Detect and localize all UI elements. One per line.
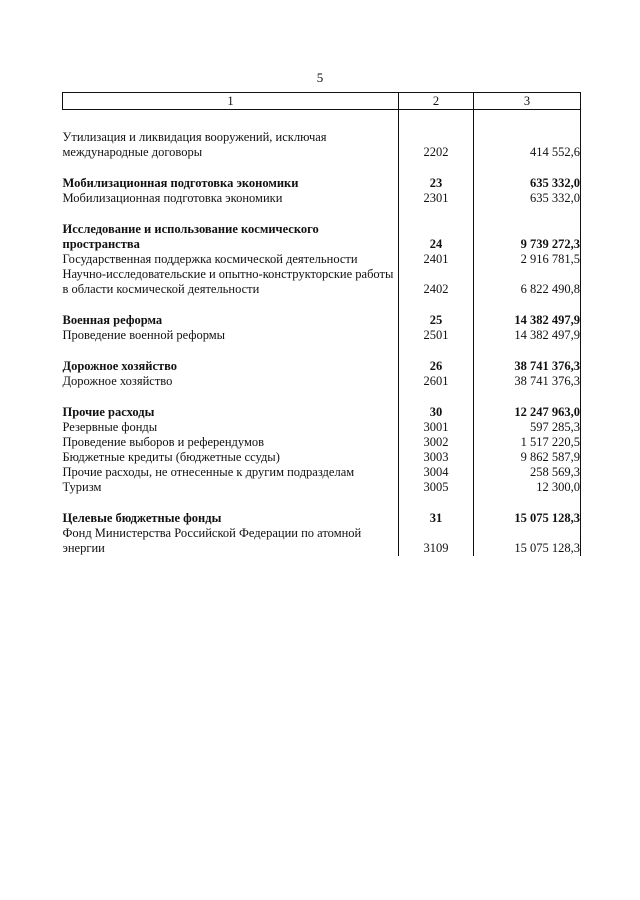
item-code-cell: 3004	[399, 465, 474, 480]
section-row	[63, 405, 581, 420]
item-code-cell: 31	[399, 511, 474, 526]
item-code-cell: 3005	[399, 480, 474, 495]
section-row	[63, 222, 581, 252]
table-row	[63, 130, 581, 160]
spacer-cell	[474, 206, 581, 222]
header-col-3: 3	[474, 93, 581, 110]
item-name-cell: Мобилизационная подготовка экономики	[62, 191, 283, 205]
item-amount-cell: 597 285,3	[474, 420, 581, 435]
item-name-cell: Мобилизационная подготовка экономики	[62, 176, 299, 190]
item-name-cell: Резервные фонды	[62, 420, 158, 434]
spacer-row	[63, 160, 581, 176]
item-code-cell: 3001	[399, 420, 474, 435]
spacer-row	[63, 110, 581, 131]
item-code-cell: 2601	[399, 374, 474, 389]
item-amount-cell: 414 552,6	[474, 130, 581, 160]
item-amount-cell: 15 075 128,3	[474, 511, 581, 526]
item-name-cell: Целевые бюджетные фонды	[62, 511, 222, 525]
table-row	[63, 435, 581, 450]
item-name-cell: Исследование и использование космического пространства	[62, 222, 319, 251]
spacer-cell	[474, 343, 581, 359]
spacer-cell	[399, 297, 474, 313]
spacer-cell	[63, 343, 399, 359]
item-name-cell: Утилизация и ликвидация вооружений, исключая международные договоры	[62, 130, 327, 159]
table-row	[63, 252, 581, 267]
spacer-cell	[474, 495, 581, 511]
item-code-cell: 30	[399, 405, 474, 420]
item-amount-cell: 9 739 272,3	[474, 222, 581, 252]
spacer-cell	[474, 110, 581, 131]
table-row	[63, 450, 581, 465]
spacer-cell	[399, 343, 474, 359]
item-amount-cell: 14 382 497,9	[474, 328, 581, 343]
table-row	[63, 328, 581, 343]
spacer-cell	[63, 495, 399, 511]
item-name-cell: Туризм	[62, 480, 102, 494]
spacer-cell	[474, 160, 581, 176]
spacer-row	[63, 389, 581, 405]
spacer-cell	[63, 297, 399, 313]
item-name-cell: Научно-исследовательские и опытно-конструкторские работы в области космической деятельности	[62, 267, 394, 296]
table-row	[63, 480, 581, 495]
header-col-1: 1	[63, 93, 399, 110]
item-name-cell: Прочие расходы, не отнесенные к другим подразделам	[62, 465, 355, 479]
spacer-cell	[399, 206, 474, 222]
item-amount-cell: 12 247 963,0	[474, 405, 581, 420]
item-amount-cell: 258 569,3	[474, 465, 581, 480]
item-name-cell: Прочие расходы	[62, 405, 155, 419]
item-code-cell: 2202	[399, 130, 474, 160]
item-amount-cell: 14 382 497,9	[474, 313, 581, 328]
page-number: 5	[316, 70, 324, 85]
section-row	[63, 359, 581, 374]
spacer-cell	[63, 206, 399, 222]
table-row	[63, 465, 581, 480]
item-name-cell: Военная реформа	[62, 313, 163, 327]
item-amount-cell: 635 332,0	[474, 176, 581, 191]
item-name-cell: Дорожное хозяйство	[62, 359, 178, 373]
item-amount-cell: 6 822 490,8	[474, 267, 581, 297]
spacer-cell	[399, 160, 474, 176]
spacer-cell	[63, 160, 399, 176]
item-code-cell: 26	[399, 359, 474, 374]
item-name-cell: Бюджетные кредиты (бюджетные ссуды)	[62, 450, 280, 464]
table-row	[63, 267, 581, 297]
item-amount-cell: 15 075 128,3	[474, 526, 581, 556]
spacer-cell	[63, 110, 399, 131]
spacer-cell	[474, 389, 581, 405]
header-col-2: 2	[399, 93, 474, 110]
item-name-cell: Проведение выборов и референдумов	[62, 435, 265, 449]
item-name-cell: Дорожное хозяйство	[62, 374, 173, 388]
item-amount-cell: 9 862 587,9	[474, 450, 581, 465]
spacer-cell	[399, 110, 474, 131]
spacer-cell	[474, 297, 581, 313]
table-row	[63, 420, 581, 435]
item-code-cell: 3003	[399, 450, 474, 465]
table-row	[63, 374, 581, 389]
spacer-row	[63, 206, 581, 222]
item-amount-cell: 12 300,0	[474, 480, 581, 495]
item-amount-cell: 2 916 781,5	[474, 252, 581, 267]
item-code-cell: 24	[399, 222, 474, 252]
item-amount-cell: 38 741 376,3	[474, 359, 581, 374]
table-header-row	[63, 93, 581, 110]
spacer-cell	[399, 495, 474, 511]
item-name-cell: Государственная поддержка космической деятельности	[62, 252, 358, 266]
item-code-cell: 23	[399, 176, 474, 191]
spacer-row	[63, 495, 581, 511]
item-code-cell: 2402	[399, 267, 474, 297]
section-row	[63, 313, 581, 328]
table-body	[63, 110, 581, 557]
budget-table	[62, 92, 581, 556]
item-amount-cell: 38 741 376,3	[474, 374, 581, 389]
table-row	[63, 526, 581, 556]
item-code-cell: 2501	[399, 328, 474, 343]
spacer-row	[63, 297, 581, 313]
item-name-cell: Фонд Министерства Российской Федерации по атомной энергии	[62, 526, 362, 555]
section-row	[63, 176, 581, 191]
section-row	[63, 511, 581, 526]
item-code-cell: 3002	[399, 435, 474, 450]
spacer-row	[63, 343, 581, 359]
item-code-cell: 3109	[399, 526, 474, 556]
item-code-cell: 2401	[399, 252, 474, 267]
spacer-cell	[399, 389, 474, 405]
item-code-cell: 2301	[399, 191, 474, 206]
spacer-cell	[63, 389, 399, 405]
item-amount-cell: 1 517 220,5	[474, 435, 581, 450]
item-amount-cell: 635 332,0	[474, 191, 581, 206]
table-row	[63, 191, 581, 206]
item-code-cell: 25	[399, 313, 474, 328]
item-name-cell: Проведение военной реформы	[62, 328, 226, 342]
